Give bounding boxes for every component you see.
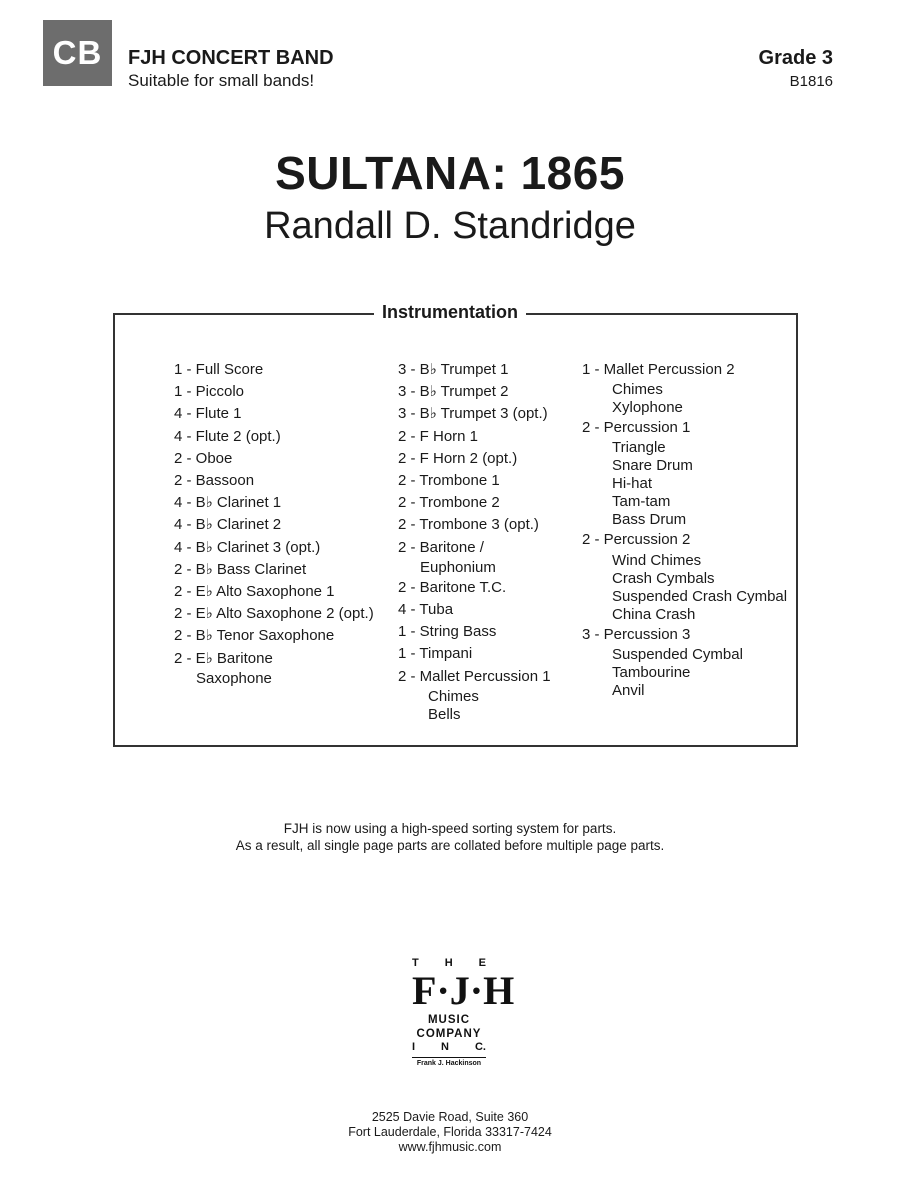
- logo-letter: F: [412, 968, 437, 1013]
- instrumentation-column-3: [582, 359, 787, 700]
- notice-line-1: FJH is now using a high-speed sorting system for parts.: [283, 821, 617, 836]
- part-item: 2 - E♭ Alto Saxophone 1: [174, 583, 335, 601]
- logo-fjh: [412, 968, 515, 1013]
- logo-letter: T: [412, 957, 419, 969]
- logo-divider: [412, 1057, 486, 1058]
- instrumentation-column-1: [174, 359, 374, 688]
- logo-dot: ·: [469, 968, 484, 1013]
- catalog-code: B1816: [789, 73, 833, 90]
- part-item: 2 - F Horn 1: [398, 427, 479, 445]
- part-sub-item: China Crash: [612, 605, 696, 623]
- part-item: 2 - Bassoon: [174, 472, 255, 490]
- part-sub-item: Chimes: [612, 381, 663, 399]
- part-item: 3 - B♭ Trumpet 2: [398, 383, 509, 401]
- sorting-notice: [0, 820, 900, 854]
- part-item: 2 - Trombone 2: [398, 494, 500, 512]
- part-sub-item: Tambourine: [612, 663, 691, 681]
- logo-company: COMPANY: [416, 1028, 482, 1040]
- part-item: 3 - Percussion 3: [582, 625, 691, 643]
- part-item: 4 - Flute 1: [174, 405, 242, 423]
- logo-letter: H: [444, 957, 453, 969]
- fjh-logo: [412, 957, 515, 1067]
- logo-dot: ·: [436, 968, 450, 1013]
- part-item: 3 - B♭ Trumpet 3 (opt.): [398, 405, 548, 423]
- instrumentation-heading-wrap: [0, 302, 900, 323]
- notice-line-2: As a result, all single page parts are collated before multiple page parts.: [235, 838, 665, 853]
- part-item-continued: Euphonium: [420, 558, 496, 576]
- part-item: 4 - B♭ Clarinet 1: [174, 494, 282, 512]
- part-item: 1 - String Bass: [398, 623, 497, 641]
- logo-letter: I: [412, 1041, 416, 1053]
- part-item: 2 - Percussion 2: [582, 531, 691, 549]
- part-sub-item: Xylophone: [612, 399, 683, 417]
- part-sub-item: Chimes: [428, 687, 479, 705]
- part-sub-item: Anvil: [612, 681, 645, 699]
- part-sub-item: Tam-tam: [612, 493, 671, 511]
- part-item: 4 - Flute 2 (opt.): [174, 427, 281, 445]
- address-website: www.fjhmusic.com: [398, 1140, 502, 1154]
- cb-badge: CB: [43, 20, 112, 86]
- part-item: 2 - Oboe: [174, 449, 233, 467]
- part-item-continued: Saxophone: [196, 669, 272, 687]
- part-sub-item: Bass Drum: [612, 511, 687, 529]
- logo-letter: E: [478, 957, 486, 969]
- part-item: 2 - F Horn 2 (opt.): [398, 449, 518, 467]
- composer-name: Randall D. Standridge: [264, 205, 636, 247]
- logo-letter: H: [483, 968, 515, 1013]
- part-item: 2 - B♭ Bass Clarinet: [174, 560, 307, 578]
- part-item: 2 - Baritone /: [398, 538, 484, 556]
- logo-founder: Frank J. Hackinson: [416, 1060, 482, 1067]
- part-sub-item: Wind Chimes: [612, 551, 702, 569]
- part-sub-item: Suspended Cymbal: [612, 645, 743, 663]
- part-item: 4 - B♭ Clarinet 2: [174, 516, 282, 534]
- part-item: 1 - Full Score: [174, 361, 264, 378]
- part-item: 1 - Mallet Percussion 2: [582, 361, 735, 378]
- part-item: 2 - E♭ Alto Saxophone 2 (opt.): [174, 605, 374, 623]
- logo-letter: C.: [474, 1041, 486, 1053]
- part-sub-item: Crash Cymbals: [612, 569, 715, 587]
- series-tagline: Suitable for small bands!: [128, 71, 315, 90]
- series-name: FJH CONCERT BAND: [128, 47, 334, 69]
- part-sub-item: Bells: [428, 705, 461, 723]
- part-item: 2 - Mallet Percussion 1: [398, 667, 551, 685]
- part-item: 2 - B♭ Tenor Saxophone: [174, 627, 335, 645]
- part-sub-item: Snare Drum: [612, 457, 693, 475]
- page-title: SULTANA: 1865: [275, 147, 625, 199]
- part-item: 4 - Tuba: [398, 601, 454, 619]
- logo-inc: [412, 1041, 486, 1054]
- instrumentation-column-2: [398, 359, 551, 724]
- part-item: 3 - B♭ Trumpet 1: [398, 361, 509, 378]
- part-item: 2 - Trombone 1: [398, 472, 500, 490]
- logo-music: MUSIC: [427, 1014, 471, 1026]
- part-item: 2 - Trombone 3 (opt.): [398, 516, 539, 534]
- part-item: 4 - B♭ Clarinet 3 (opt.): [174, 538, 321, 556]
- instrumentation-heading: Instrumentation: [374, 302, 526, 322]
- part-sub-item: Hi-hat: [612, 475, 653, 493]
- logo-letter: N: [441, 1041, 449, 1053]
- logo-letter: J: [449, 968, 470, 1013]
- part-sub-item: Suspended Crash Cymbal: [612, 587, 788, 605]
- part-sub-item: Triangle: [612, 439, 666, 457]
- publisher-address: [0, 1110, 900, 1155]
- part-item: 2 - E♭ Baritone: [174, 649, 273, 667]
- part-item: 2 - Baritone T.C.: [398, 578, 507, 596]
- address-city: Fort Lauderdale, Florida 33317-7424: [348, 1125, 552, 1139]
- part-item: 1 - Timpani: [398, 645, 473, 663]
- grade-label: Grade 3: [758, 47, 833, 69]
- part-item: 1 - Piccolo: [174, 383, 245, 401]
- part-item: 2 - Percussion 1: [582, 419, 691, 437]
- address-street: 2525 Davie Road, Suite 360: [371, 1110, 529, 1124]
